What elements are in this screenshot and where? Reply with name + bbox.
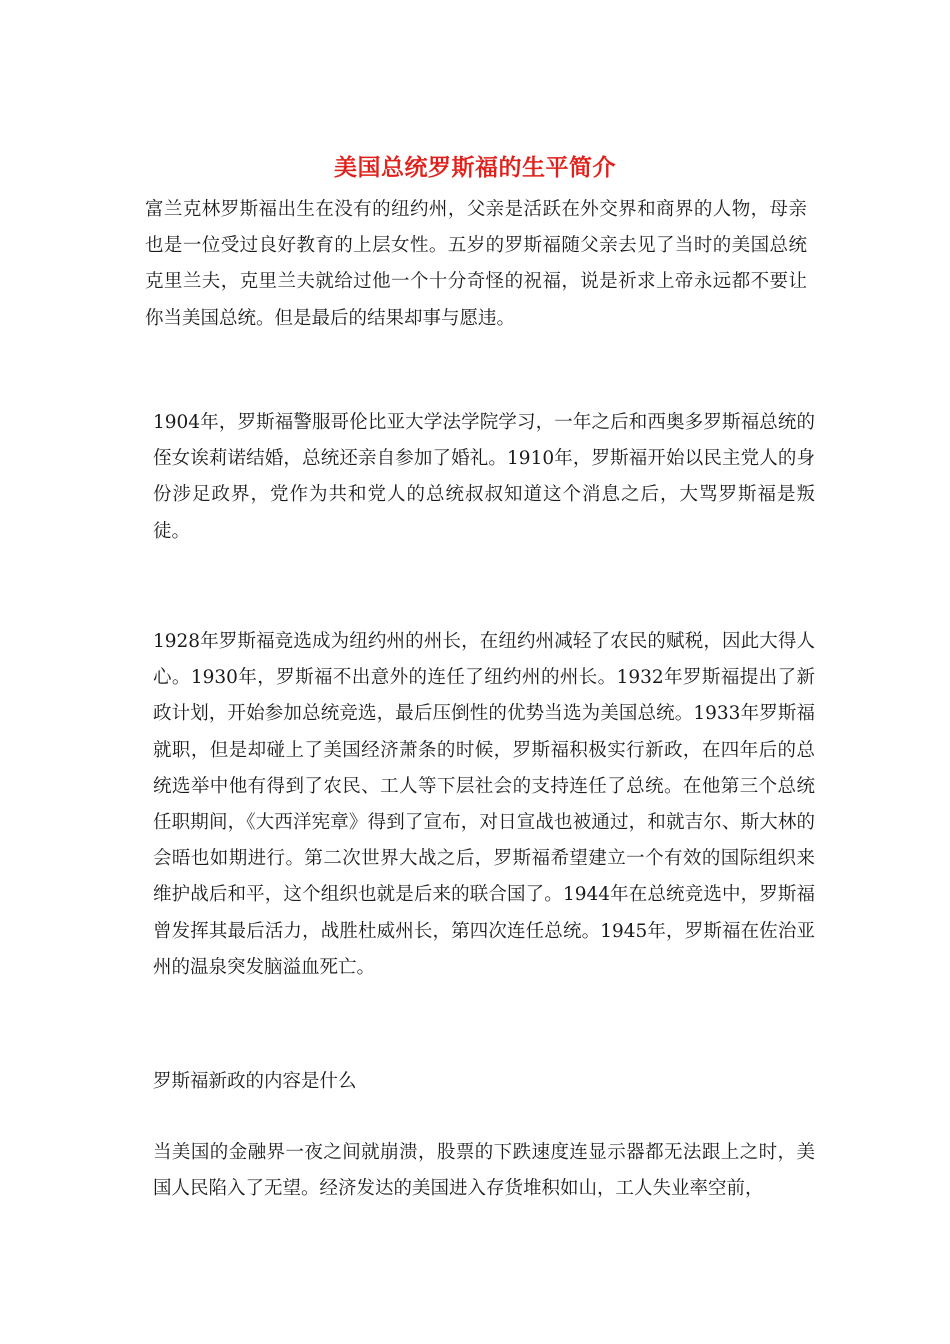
section-heading-new-deal: 罗斯福新政的内容是什么 <box>153 1071 357 1092</box>
document-title: 美国总统罗斯福的生平简介 <box>334 154 616 181</box>
paragraph-new-deal-intro: 当美国的金融界一夜之间就崩溃，股票的下跌速度连显示器都无法跟上之时，美国人民陷入了无望。经济发达的美国进入存货堆积如山，工人失业率空前， <box>153 1142 815 1200</box>
paragraph-education-marriage: 1904年，罗斯福警服哥伦比亚大学法学院学习，一年之后和西奥多罗斯福总统的侄女诶莉诺结婚，总统还亲自参加了婚礼。1910年，罗斯福开始以民主党人的身份涉足政界，党作为共和党人的总统叔叔知道这个消息之后，大骂罗斯福是叛徒。 <box>153 412 815 542</box>
paragraph-early-life: 富兰克林罗斯福出生在没有的纽约州，父亲是活跃在外交界和商界的人物，母亲也是一位受过良好教育的上层女性。五岁的罗斯福随父亲去见了当时的美国总统克里兰夫，克里兰夫就给过他一个十分奇怪的祝福，说是祈求上帝永远都不要让你当美国总统。但是最后的结果却事与愿违。 <box>145 199 807 329</box>
paragraph-political-career: 1928年罗斯福竞选成为纽约州的州长，在纽约州减轻了农民的赋税，因此大得人心。1930年，罗斯福不出意外的连任了纽约州的州长。1932年罗斯福提出了新政计划，开始参加总统竞选，最后压倒性的优势当选为美国总统。1933年罗斯福就职，但是却碰上了美国经济萧条的时候，罗斯福积极实行新政，在四年后的总统选举中他有得到了农民、工人等下层社会的支持连任了总统。在他第三个总统任职期间，《大西洋宪章》得到了宣布，对日宣战也被通过，和就吉尔、斯大林的会晤也如期进行。第二次世界大战之后，罗斯福希望建立一个有效的国际组织来维护战后和平，这个组织也就是后来的联合国了。1944年在总统竞选中，罗斯福曾发挥其最后活力，战胜杜威州长，第四次连任总统。1945年，罗斯福在佐治亚州的温泉突发脑溢血死亡。 <box>153 631 815 978</box>
